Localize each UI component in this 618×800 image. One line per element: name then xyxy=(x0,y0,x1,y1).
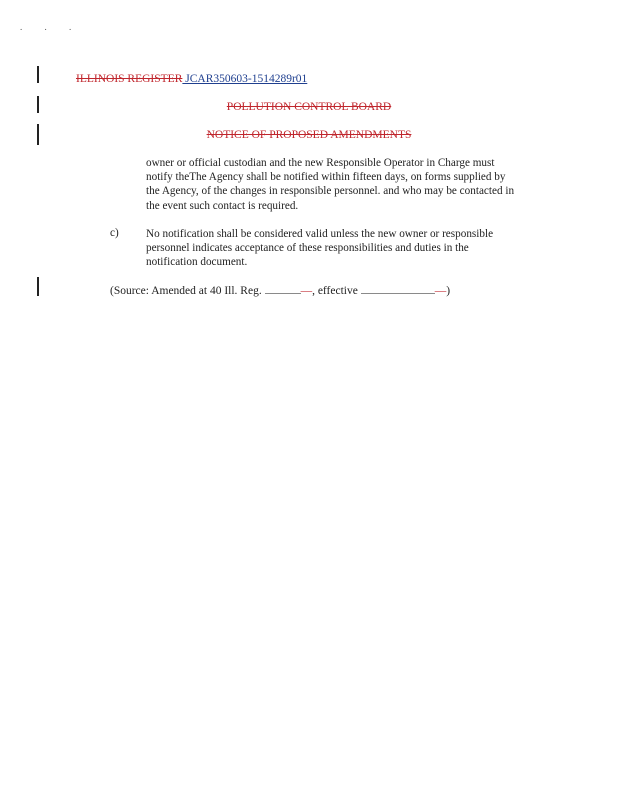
blank-effective-date xyxy=(361,283,435,294)
deleted-dash: — xyxy=(300,285,313,297)
item-c-label: c) xyxy=(110,227,119,239)
paragraph-continuation xyxy=(146,156,556,213)
revision-bar-4 xyxy=(37,277,39,296)
source-prefix: (Source: Amended at 40 Ill. Reg. xyxy=(110,285,265,297)
register-label: ILLINOIS REGISTER xyxy=(76,73,183,85)
paragraph-line: notification document. xyxy=(146,256,248,269)
paragraph-line: the event such contact is required. xyxy=(146,199,299,212)
board-title: POLLUTION CONTROL BOARD xyxy=(226,101,392,113)
paragraph-line: personnel indicates acceptance of these responsibilities and duties in the xyxy=(146,242,469,255)
deleted-dash: — xyxy=(434,285,447,297)
paragraph-line: owner or official custodian and the new Responsible Operator in Charge must xyxy=(146,157,495,169)
paragraph-line: notify theThe Agency shall be notified within fifteen days, on forms supplied by xyxy=(146,171,506,184)
revision-bar-1 xyxy=(37,66,39,83)
corner-marks: . . . xyxy=(20,22,82,32)
source-note xyxy=(110,283,450,297)
notice-title: NOTICE OF PROPOSED AMENDMENTS xyxy=(206,129,412,141)
paragraph-line: the Agency, of the changes in responsible personnel. and who may be contacted in xyxy=(146,185,515,198)
blank-register-number xyxy=(265,283,301,294)
source-suffix: ) xyxy=(446,285,451,297)
item-c-text xyxy=(146,227,556,270)
paragraph-line: No notification shall be considered valid unless the new owner or responsible xyxy=(146,228,494,240)
document-id: JCAR350603-1514289r01 xyxy=(182,73,308,85)
source-middle: , effective xyxy=(312,285,361,297)
register-header xyxy=(76,73,307,85)
